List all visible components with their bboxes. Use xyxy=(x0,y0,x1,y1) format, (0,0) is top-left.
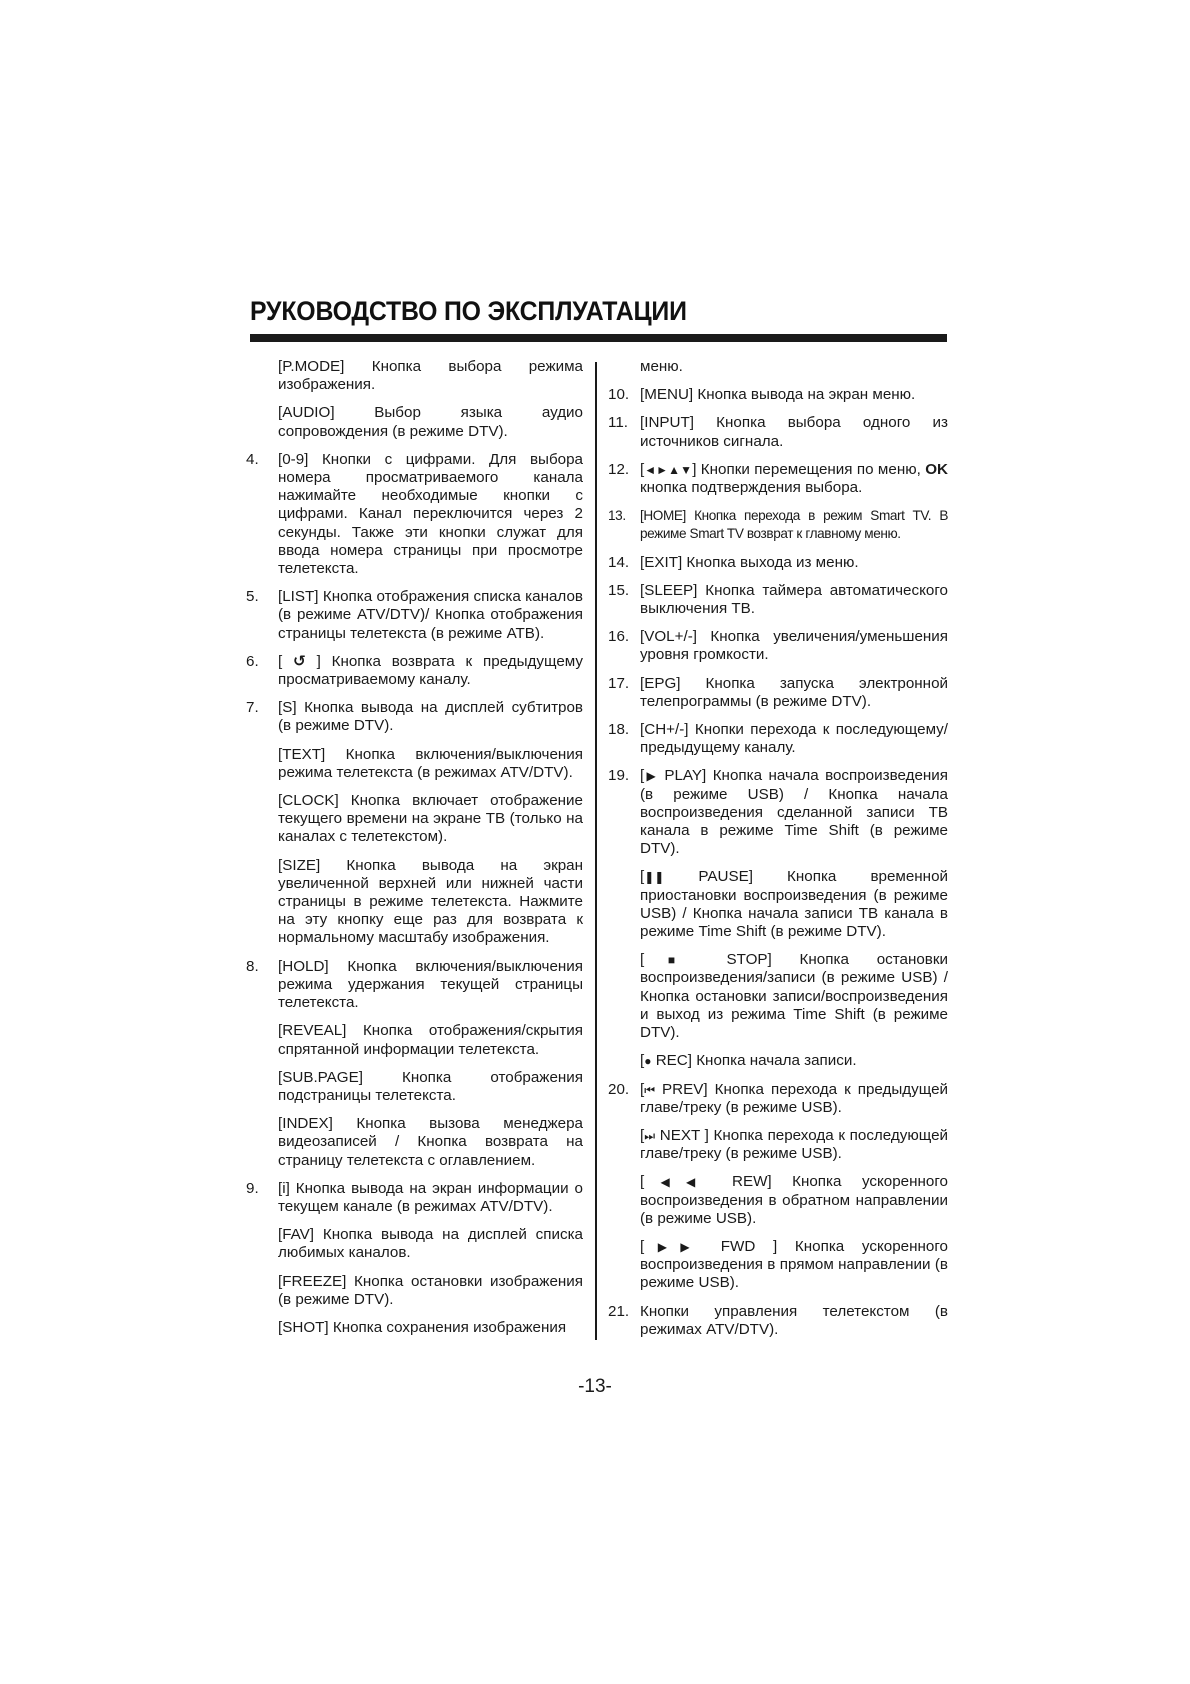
bracket-open: [ xyxy=(278,652,283,670)
prev-text: PREV] Кнопка перехода к предыдущей главе/треку (в режиме USB). xyxy=(640,1080,948,1116)
next-text: NEXT ] Кнопка перехода к последующей главе/треку (в режиме USB). xyxy=(640,1126,948,1163)
list-item-13 xyxy=(608,507,948,543)
item-text xyxy=(640,1081,948,1117)
bracket-open: [ xyxy=(640,868,645,886)
item-text: [SLEEP] Кнопка таймера автоматического выключения ТВ. xyxy=(640,581,948,618)
item-number: 11. xyxy=(608,414,628,432)
item-text: [EPG] Кнопка запуска электронной телепрограммы (в режиме DTV). xyxy=(640,674,948,710)
pause-description xyxy=(640,868,948,941)
item-text: [CH+/-] Кнопки перехода к последующему/предыдущему каналу. xyxy=(640,721,948,757)
bracket-open: [ xyxy=(640,1126,645,1144)
list-item-12 xyxy=(608,461,948,497)
right-column xyxy=(608,358,948,1349)
item-text: [VOL+/-] Кнопка увеличения/уменьшения уровня громкости. xyxy=(640,628,948,664)
recall-description: ] Кнопка возврата к предыдущему просматриваемому каналу. xyxy=(278,652,583,689)
play-icon: ▶ xyxy=(644,769,658,784)
stop-description xyxy=(640,951,948,1042)
list-item-14 xyxy=(608,554,948,572)
left-column xyxy=(246,358,583,1347)
item-number: 12. xyxy=(608,460,630,478)
item-text: [0-9] Кнопки с цифрами. Для выбора номера просматриваемого канала нажимайте необходимые кнопки с цифрами. Канал переключится через 2 секунды. Также эти кнопки служат для ввода номера страницы при просмотре телетекста. xyxy=(278,450,583,578)
list-item-17 xyxy=(608,675,948,711)
freeze-description: [FREEZE] Кнопка остановки изображения (в режиме DTV). xyxy=(278,1272,583,1308)
list-item-5 xyxy=(246,588,583,643)
list-item-11 xyxy=(608,414,948,450)
ok-description: кнопка подтверждения выбора. xyxy=(640,479,863,497)
item-number: 6. xyxy=(246,652,259,670)
rec-text: REC] Кнопка начала записи. xyxy=(651,1052,857,1070)
list-item-18 xyxy=(608,721,948,757)
next-description xyxy=(640,1127,948,1163)
rec-description xyxy=(640,1052,948,1070)
bracket-open: [ xyxy=(640,1080,645,1098)
rew-text: REW] Кнопка ускоренного воспроизведения в обратном направлении (в режиме USB). xyxy=(640,1173,948,1227)
list-item-4 xyxy=(246,451,583,578)
list-item-16 xyxy=(608,628,948,664)
fast-forward-icon: ▶▶ xyxy=(644,1239,704,1254)
list-item-9 xyxy=(246,1180,583,1216)
item-number: 15. xyxy=(608,581,630,599)
arrow-keys-icon: ◄►▲▼ xyxy=(644,462,693,477)
item-number: 7. xyxy=(246,699,259,717)
bracket-open: [ xyxy=(640,1237,645,1255)
fwd-text: FWD ] Кнопка ускоренного воспроизведения в прямом направлении (в режиме USB). xyxy=(640,1237,948,1292)
item-number: 16. xyxy=(608,628,630,646)
header-rule xyxy=(250,334,947,342)
item-text: [i] Кнопка вывода на экран информации о текущем канале (в режимах ATV/DTV). xyxy=(278,1179,583,1215)
item-text: [LIST] Кнопка отображения списка каналов (в режиме ATV/DTV)/ Кнопка отображения страницы телетекста (в режиме АТВ). xyxy=(278,588,583,642)
item-text: [HOME] Кнопка перехода в режим Smart TV. В режиме Smart TV возврат к главному меню. xyxy=(640,508,948,542)
stop-text: STOP] Кнопка остановки воспроизведения/записи (в режиме USB) / Кнопка остановки записи/воспроизведения и выход из режима Time Shift (в режиме DTV). xyxy=(640,951,948,1042)
item-text xyxy=(278,653,583,689)
item-text: Кнопки управления телетекстом (в режимах ATV/DTV). xyxy=(640,1302,948,1338)
item-number: 10. xyxy=(608,386,630,404)
page-number: -13- xyxy=(578,1376,612,1397)
audio-description: [AUDIO] Выбор языка аудио сопровождения (в режиме DTV). xyxy=(278,404,583,440)
play-description: PLAY] Кнопка начала воспроизведения (в режиме USB) / Кнопка начала воспроизведения сделанной записи ТВ канала в режиме Time Shift (в режиме DTV). xyxy=(640,767,948,858)
list-item-6 xyxy=(246,653,583,689)
item-number: 20. xyxy=(608,1080,630,1098)
item-text: [MENU] Кнопка вывода на экран меню. xyxy=(640,386,916,404)
list-item-21 xyxy=(608,1303,948,1339)
index-description: [INDEX] Кнопка вызова менеджера видеозаписей / Кнопка возврата на страницу телетекста с оглавлением. xyxy=(278,1115,583,1169)
recall-icon: ↺ xyxy=(293,652,306,670)
pause-text: PAUSE] Кнопка временной приостановки воспроизведения (в режиме USB) / Кнопка начала записи ТВ канала в режиме Time Shift (в режиме DTV). xyxy=(640,868,948,941)
list-item-20 xyxy=(608,1081,948,1117)
item-number: 9. xyxy=(246,1179,259,1197)
record-icon: ● xyxy=(644,1054,652,1069)
bracket-open: [ xyxy=(640,767,645,785)
rewind-icon: ◀◀ xyxy=(644,1175,712,1190)
stop-icon: ■ xyxy=(644,953,699,968)
list-item-19 xyxy=(608,767,948,858)
continued-text: меню. xyxy=(640,358,683,375)
item-text: [EXIT] Кнопка выхода из меню. xyxy=(640,553,859,571)
bracket-open: [ xyxy=(640,1173,645,1191)
list-item-15 xyxy=(608,582,948,618)
size-description: [SIZE] Кнопка вывода на экран увеличенной верхней или нижней части страницы в режиме телетекста. Нажмите на эту кнопку еще раз для возврата к нормальному масштабу изображения. xyxy=(278,856,583,947)
bracket-open: [ xyxy=(640,460,645,478)
navigation-description: ] Кнопки перемещения по меню, xyxy=(692,460,921,478)
bracket-open: [ xyxy=(640,1052,645,1070)
fav-description: [FAV] Кнопка вывода на дисплей списка любимых каналов. xyxy=(278,1226,583,1262)
item-text: [INPUT] Кнопка выбора одного из источников сигнала. xyxy=(640,414,948,450)
list-item-8 xyxy=(246,958,583,1013)
item-number: 5. xyxy=(246,588,259,606)
item-number: 13. xyxy=(608,508,626,524)
fwd-description xyxy=(640,1238,948,1293)
rew-description xyxy=(640,1173,948,1228)
item-number: 17. xyxy=(608,674,630,692)
shot-description: [SHOT] Кнопка сохранения изображения xyxy=(278,1318,567,1336)
previous-icon: ⏮ xyxy=(644,1082,656,1097)
pause-icon: ❚❚ xyxy=(644,870,665,885)
item-number: 19. xyxy=(608,767,630,785)
text-description: [TEXT] Кнопка включения/выключения режима телетекста (в режимах ATV/DTV). xyxy=(278,745,583,781)
item-number: 14. xyxy=(608,553,630,571)
pmode-description: [P.MODE] Кнопка выбора режима изображения. xyxy=(278,358,583,394)
subpage-description: [SUB.PAGE] Кнопка отображения подстраницы телетекста. xyxy=(278,1068,583,1104)
column-divider xyxy=(595,362,597,1340)
item-number: 4. xyxy=(246,450,259,468)
item-text: [S] Кнопка вывода на дисплей субтитров (в режиме DTV). xyxy=(278,699,583,735)
list-item-7 xyxy=(246,699,583,735)
item-text: [HOLD] Кнопка включения/выключения режима удержания текущей страницы телетекста. xyxy=(278,957,583,1012)
ok-label: OK xyxy=(925,460,948,478)
clock-description: [CLOCK] Кнопка включает отображение текущего времени на экране ТВ (только на каналах с телетекстом). xyxy=(278,792,583,846)
item-text xyxy=(640,767,948,858)
item-number: 18. xyxy=(608,721,630,739)
next-icon: ⏭ xyxy=(644,1128,656,1143)
list-item-10 xyxy=(608,386,948,404)
item-number: 8. xyxy=(246,957,259,975)
page-title: РУКОВОДСТВО ПО ЭКСПЛУАТАЦИИ xyxy=(250,296,687,326)
reveal-description: [REVEAL] Кнопка отображения/скрытия спрятанной информации телетекста. xyxy=(278,1022,583,1058)
bracket-open: [ xyxy=(640,951,645,969)
item-text xyxy=(640,461,948,497)
item-number: 21. xyxy=(608,1302,630,1320)
